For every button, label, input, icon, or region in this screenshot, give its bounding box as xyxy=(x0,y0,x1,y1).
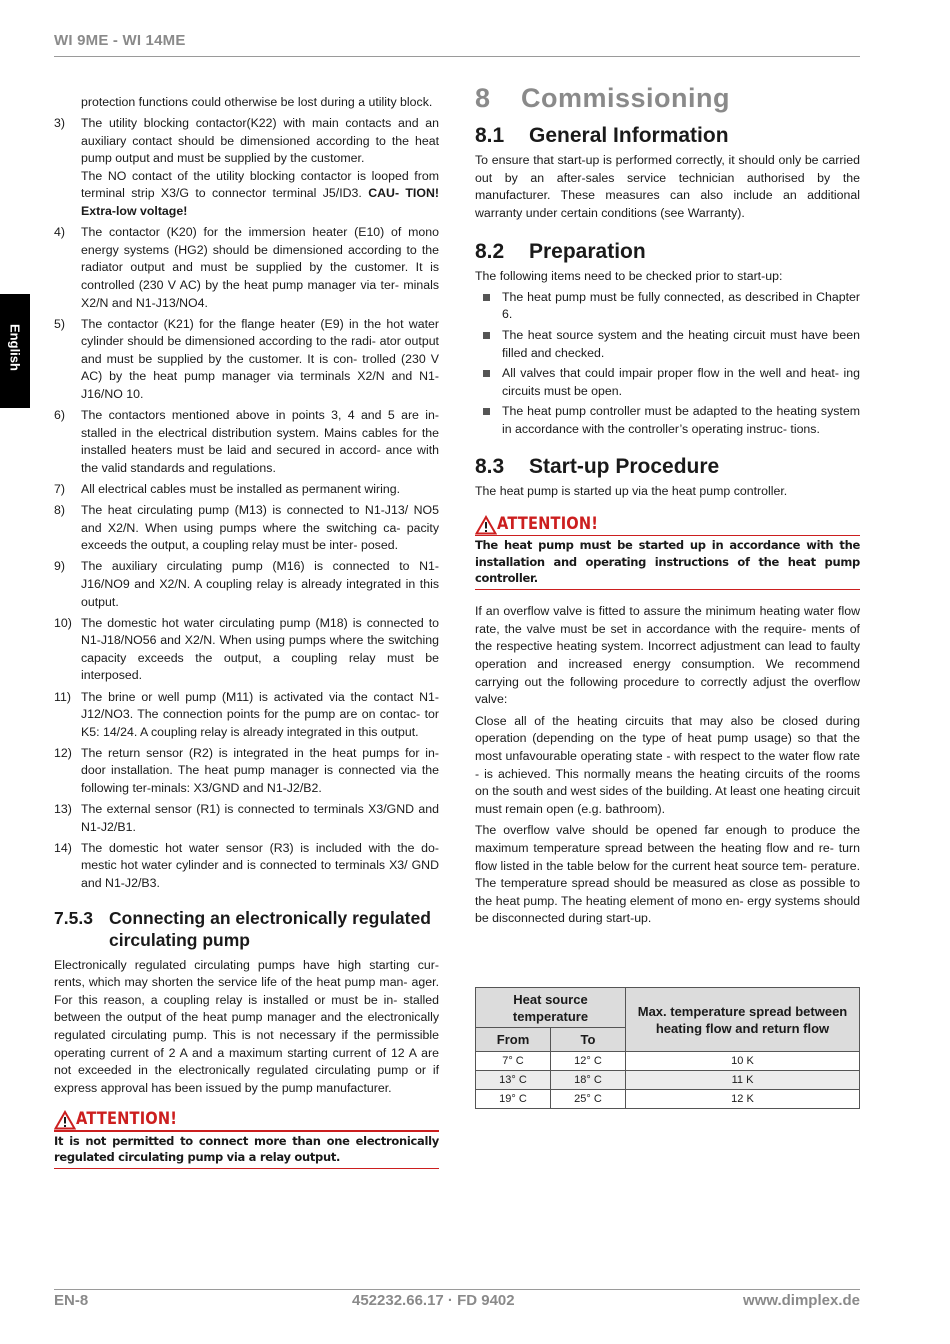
section-paragraph: The following items need to be checked prior to start-up: xyxy=(475,269,783,284)
chapter-number: 8 xyxy=(475,83,491,113)
list-item xyxy=(54,558,439,611)
list-text: The domestic hot water sensor (R3) is included with the do- mestic hot water cylinder and is connected to terminals X3/ GND and N1-J2/B3. xyxy=(81,840,439,890)
intro-text: protection functions could otherwise be lost during a utility block. xyxy=(81,95,433,109)
table-row xyxy=(476,1071,860,1090)
section-heading-8-3 xyxy=(475,454,860,478)
list-number: 12) xyxy=(54,745,72,760)
list-item xyxy=(54,316,439,404)
table-cell: 12° C xyxy=(551,1052,626,1071)
attention-label: ATTENTION! xyxy=(76,1109,178,1130)
table-header-to: To xyxy=(551,1028,626,1052)
warning-triangle-icon xyxy=(475,515,497,535)
list-text: The return sensor (R2) is integrated in the heat pumps for in- door installation. The heat pump manager is connected via the following ter-minals: X3/GND and N1-J2/B2. xyxy=(81,745,439,795)
header-title: WI 9ME - WI 14ME xyxy=(54,32,186,49)
section-title: Connecting an electronically regulated circulating pump xyxy=(109,907,431,950)
table-cell: 11 K xyxy=(626,1071,860,1090)
bullet-square-icon xyxy=(475,403,502,438)
section-number: 8.3 xyxy=(475,454,505,478)
paragraph: The overflow valve should be opened far enough to produce the maximum temperature spread between the heating flow and re- turn flow listed in the table below for the current heat source tem- perature. The temperature spread should be measured as close as possible to the heat pump. The heating element of mono en- ergy systems should be disconnected during start-up. xyxy=(475,823,860,926)
table-cell: 10 K xyxy=(626,1052,860,1071)
section-paragraph: To ensure that start-up is performed correctly, it should only be carried out by an after-sales service technician authorised by the manufacturer. These measures can also include an additional warranty under certain conditions (see Warranty). xyxy=(475,153,860,220)
list-text: The heat source system and the heating circuit must have been filled and checked. xyxy=(502,327,860,360)
checklist xyxy=(475,289,860,439)
list-number: 9) xyxy=(54,559,65,574)
list-number: 7) xyxy=(54,481,65,496)
list-item xyxy=(54,840,439,893)
warning-triangle-icon xyxy=(54,1110,76,1130)
left-column xyxy=(54,94,439,1169)
attention-rule-bottom xyxy=(54,1168,439,1170)
table-row xyxy=(476,1090,860,1109)
section-heading-8-1 xyxy=(475,123,860,147)
list-item xyxy=(54,407,439,477)
bullet-square-icon xyxy=(475,289,502,324)
list-text: All electrical cables must be installed as permanent wiring. xyxy=(81,481,401,496)
table-row xyxy=(476,1052,860,1071)
section-number: 8.1 xyxy=(475,123,505,147)
list-number: 3) xyxy=(54,116,65,131)
page-header xyxy=(54,32,860,57)
section-number: 7.5.3 xyxy=(54,907,93,928)
list-number: 13) xyxy=(54,802,72,817)
list-text: The auxiliary circulating pump (M16) is connected to N1- J16/NO9 and X2/N. A coupling relay is already integrated in this output. xyxy=(81,559,439,609)
list-number: 11) xyxy=(54,689,71,704)
list-item xyxy=(54,224,439,312)
attention-label: ATTENTION! xyxy=(497,513,599,534)
list-number: 14) xyxy=(54,840,72,855)
attention-text: It is not permitted to connect more than one electronically regulated circulating pump via a relay output. xyxy=(54,1133,439,1165)
table-header-heat-source: Heat source temperature xyxy=(476,988,626,1028)
list-number: 5) xyxy=(54,316,65,331)
list-item xyxy=(54,115,439,221)
list-text: The utility blocking contactor(K22) with main contacts and an auxiliary contact should be dimensioned according to the heat pump output and must be supplied by the customer. xyxy=(81,116,439,166)
table-cell: 18° C xyxy=(551,1071,626,1090)
list-text: The external sensor (R1) is connected to terminals X3/GND and N1-J2/B1. xyxy=(81,802,439,834)
list-item xyxy=(475,327,860,362)
list-text-cont: The NO contact of the utility blocking contactor is looped from terminal strip X3/G to connector terminal J5/ID3. xyxy=(81,168,439,201)
list-item xyxy=(54,481,439,499)
table-header-from: From xyxy=(476,1028,551,1052)
section-heading-7-5-3 xyxy=(54,907,439,951)
temperature-spread-table xyxy=(475,987,860,1109)
section-paragraph: Electronically regulated circulating pumps have high starting cur- rents, which may shorten the service life of the heat pump man- ager. For this reason, a coupling relay is installed or must be in- stalled between the output of the heat pump manager and the electronically regulated circulating pump. This is not necessary if the permissible operating current of 2 A and a maximum starting current of 12 A are not exceeded in the electronically regulated circulating pump or if express approval has been issued by the pump manufacturer. xyxy=(54,957,439,1095)
list-text: The heat pump must be fully connected, as described in Chapter 6. xyxy=(502,289,860,322)
list-text: The domestic hot water circulating pump (M18) is connected to N1-J18/NO56 and X2/N. When using pumps where the switching capacity exceeds the output, a coupling relay must be interposed. xyxy=(81,615,439,683)
list-item xyxy=(475,289,860,324)
list-text: The contactors mentioned above in points 3, 4 and 5 are in- stalled in the electrical distribution system. Mains cables for the installed heaters must be laid and secured in accord- ance with the valid standards and regulations. xyxy=(81,408,439,475)
list-number: 8) xyxy=(54,503,65,518)
right-column xyxy=(475,83,860,928)
section-heading-8-2 xyxy=(475,239,860,263)
list-number: 4) xyxy=(54,225,65,240)
chapter-heading xyxy=(475,83,860,113)
section-number: 8.2 xyxy=(475,239,505,263)
list-item xyxy=(54,689,439,742)
list-text: The brine or well pump (M11) is activated via the contact N1- J12/NO3. The connection points for the pump are on contac- tor K5: 14/24. A coupling relay is already integrated in this output. xyxy=(81,689,439,739)
table-cell: 25° C xyxy=(551,1090,626,1109)
chapter-title: Commissioning xyxy=(521,83,731,113)
attention-box xyxy=(54,1110,439,1169)
table-cell: 19° C xyxy=(476,1090,551,1109)
list-number: 6) xyxy=(54,408,65,423)
page-number: EN-8 xyxy=(54,1292,89,1309)
language-tab-label: English xyxy=(7,324,23,371)
list-item xyxy=(475,365,860,400)
list-text: The heat circulating pump (M13) is connected to N1-J13/ NO5 and X2/N. When using pumps where the switching ca- pacity exceeds the output, a coupling relay must be inter- posed. xyxy=(81,503,439,553)
list-number: 10) xyxy=(54,615,72,630)
attention-text: The heat pump must be started up in accordance with the installation and operating instructions of the heat pump controller. xyxy=(475,538,860,586)
list-text: The heat pump controller must be adapted to the heating system in accordance with the controller’s operating instruc- tions. xyxy=(502,404,860,436)
list-text: The contactor (K21) for the flange heater (E9) in the hot water cylinder should be dimensioned according to the radi- ator output and must be supplied by the customer. It is con- trolled (230 V AC) by the heat pump manager via terminals X2/N and N1-J16/NO 10. xyxy=(81,316,439,401)
section-paragraph: The heat pump is started up via the heat pump controller. xyxy=(475,484,788,499)
section-title: Preparation xyxy=(529,239,646,263)
document-number: 452232.66.17 · FD 9402 xyxy=(352,1292,515,1309)
table-cell: 13° C xyxy=(476,1071,551,1090)
section-title: Start-up Procedure xyxy=(529,454,720,478)
table-cell: 7° C xyxy=(476,1052,551,1071)
list-item xyxy=(475,403,860,438)
caution-note: CAU- TION! Extra-low voltage! xyxy=(81,186,439,219)
list-item xyxy=(54,745,439,798)
list-item xyxy=(54,801,439,836)
section-title: General Information xyxy=(529,123,729,147)
language-tab xyxy=(0,294,30,408)
list-text: All valves that could impair proper flow in the well and heat- ing circuits must be open. xyxy=(502,366,860,398)
table-cell: 12 K xyxy=(626,1090,860,1109)
page-footer xyxy=(54,1289,860,1310)
bullet-square-icon xyxy=(475,365,502,400)
paragraph: If an overflow valve is fitted to assure the minimum heating water flow rate, the valve must be set in accordance with the require- ments of the respective heating system. Incorrect adjustment can lead to faulty operation and increased energy consumption. We recommend carrying out the following procedure to correctly adjust the overflow valve: xyxy=(475,604,860,707)
paragraph: Close all of the heating circuits that may also be closed during operation (depending on the type of heat pump usage) so that the most unfavourable operating state - with respect to the water flow rate - is achieved. This normally means the heating circuits of the rooms on the south and west sides of the building. At least one heating circuit must remain open (e.g. bathroom). xyxy=(475,713,860,816)
bullet-square-icon xyxy=(475,327,502,362)
table-header-spread: Max. temperature spread between heating flow and return flow xyxy=(626,988,860,1052)
attention-box xyxy=(475,515,860,591)
list-item xyxy=(54,615,439,685)
website-url: www.dimplex.de xyxy=(743,1292,860,1309)
list-text: The contactor (K20) for the immersion heater (E10) of mono energy systems (HG2) should be dimensioned according to the radiator output and must be supplied by the customer. It is controlled (230 V AC) by the heat pump manager via ter- minals X2/N and N1-J13/NO4. xyxy=(81,225,439,310)
attention-rule-bottom xyxy=(475,589,860,591)
list-item xyxy=(54,502,439,555)
